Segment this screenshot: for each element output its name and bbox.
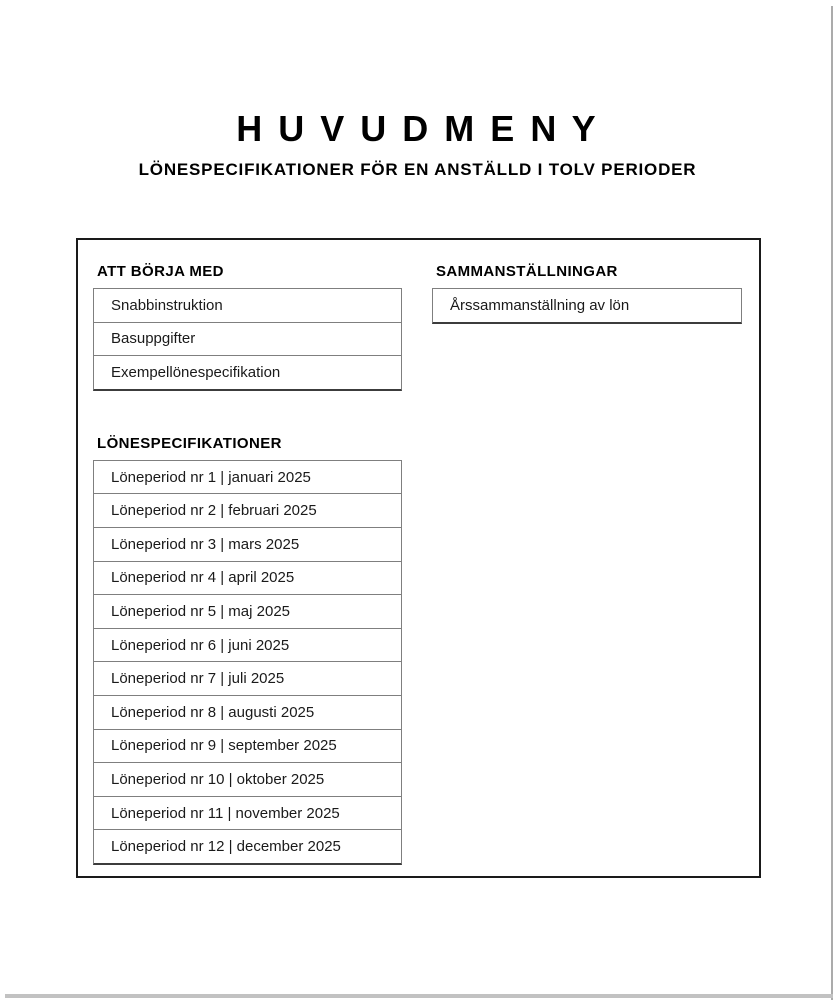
menu-button-loneperiod[interactable]	[94, 830, 401, 863]
menu-button-label: Årssammanställning av lön	[450, 296, 630, 314]
page-subtitle: LÖNESPECIFIKATIONER FÖR EN ANSTÄLLD I TOLV PERIODER	[138, 160, 697, 179]
menu-button-loneperiod[interactable]	[94, 528, 401, 562]
button-group-lonespecifikationer	[93, 460, 402, 865]
menu-button-label: Löneperiod nr 4 | april 2025	[111, 569, 295, 587]
menu-button-label: Löneperiod nr 7 | juli 2025	[111, 670, 285, 688]
menu-button-label: Löneperiod nr 9 | september 2025	[111, 737, 337, 755]
menu-button-loneperiod[interactable]	[94, 595, 401, 629]
section-header-att-borja-med: ATT BÖRJA MED	[97, 263, 224, 280]
menu-button-loneperiod[interactable]	[94, 763, 401, 797]
button-group-att-borja-med	[93, 288, 402, 391]
menu-button-loneperiod[interactable]	[94, 494, 401, 528]
menu-button-loneperiod[interactable]	[94, 696, 401, 730]
section-lonespecifikationer	[93, 435, 402, 865]
page-edge-line-bottom	[5, 994, 833, 998]
menu-button-label: Exempellönespecifikation	[111, 363, 281, 381]
menu-button-label: Löneperiod nr 10 | oktober 2025	[111, 770, 325, 788]
menu-button-loneperiod[interactable]	[94, 662, 401, 696]
menu-button[interactable]	[94, 323, 401, 357]
menu-button-loneperiod[interactable]	[94, 730, 401, 764]
menu-button-label: Snabbinstruktion	[111, 296, 223, 314]
menu-button-label: Löneperiod nr 6 | juni 2025	[111, 636, 290, 654]
menu-button[interactable]	[94, 356, 401, 389]
menu-button-arssammanstallning[interactable]	[433, 289, 741, 322]
menu-button-label: Löneperiod nr 5 | maj 2025	[111, 602, 291, 620]
menu-button-label: Löneperiod nr 8 | augusti 2025	[111, 703, 315, 721]
menu-button-label: Löneperiod nr 12 | december 2025	[111, 838, 341, 856]
menu-button-label: Basuppgifter	[111, 330, 196, 348]
menu-button-loneperiod[interactable]	[94, 629, 401, 663]
page-edge-line-right	[831, 6, 833, 1000]
menu-button-loneperiod[interactable]	[94, 461, 401, 495]
left-column	[93, 240, 402, 865]
page-title: H U V U D M E N Y	[236, 108, 599, 149]
section-header-lonespecifikationer: LÖNESPECIFIKATIONER	[97, 434, 282, 452]
section-header-sammanstallningar: SAMMANSTÄLLNINGAR	[436, 263, 618, 280]
section-sammanstallningar	[432, 263, 742, 324]
menu-button-loneperiod[interactable]	[94, 562, 401, 596]
right-column	[432, 240, 742, 324]
menu-button-loneperiod[interactable]	[94, 797, 401, 831]
menu-button-label: Löneperiod nr 2 | februari 2025	[111, 502, 317, 520]
menu-button-label: Löneperiod nr 3 | mars 2025	[111, 535, 300, 553]
button-group-sammanstallningar	[432, 288, 742, 324]
menu-button-label: Löneperiod nr 1 | januari 2025	[111, 468, 311, 486]
menu-button-label: Löneperiod nr 11 | november 2025	[111, 804, 340, 822]
menu-button[interactable]	[94, 289, 401, 323]
main-menu-box	[76, 238, 761, 878]
section-att-borja-med	[93, 263, 402, 391]
